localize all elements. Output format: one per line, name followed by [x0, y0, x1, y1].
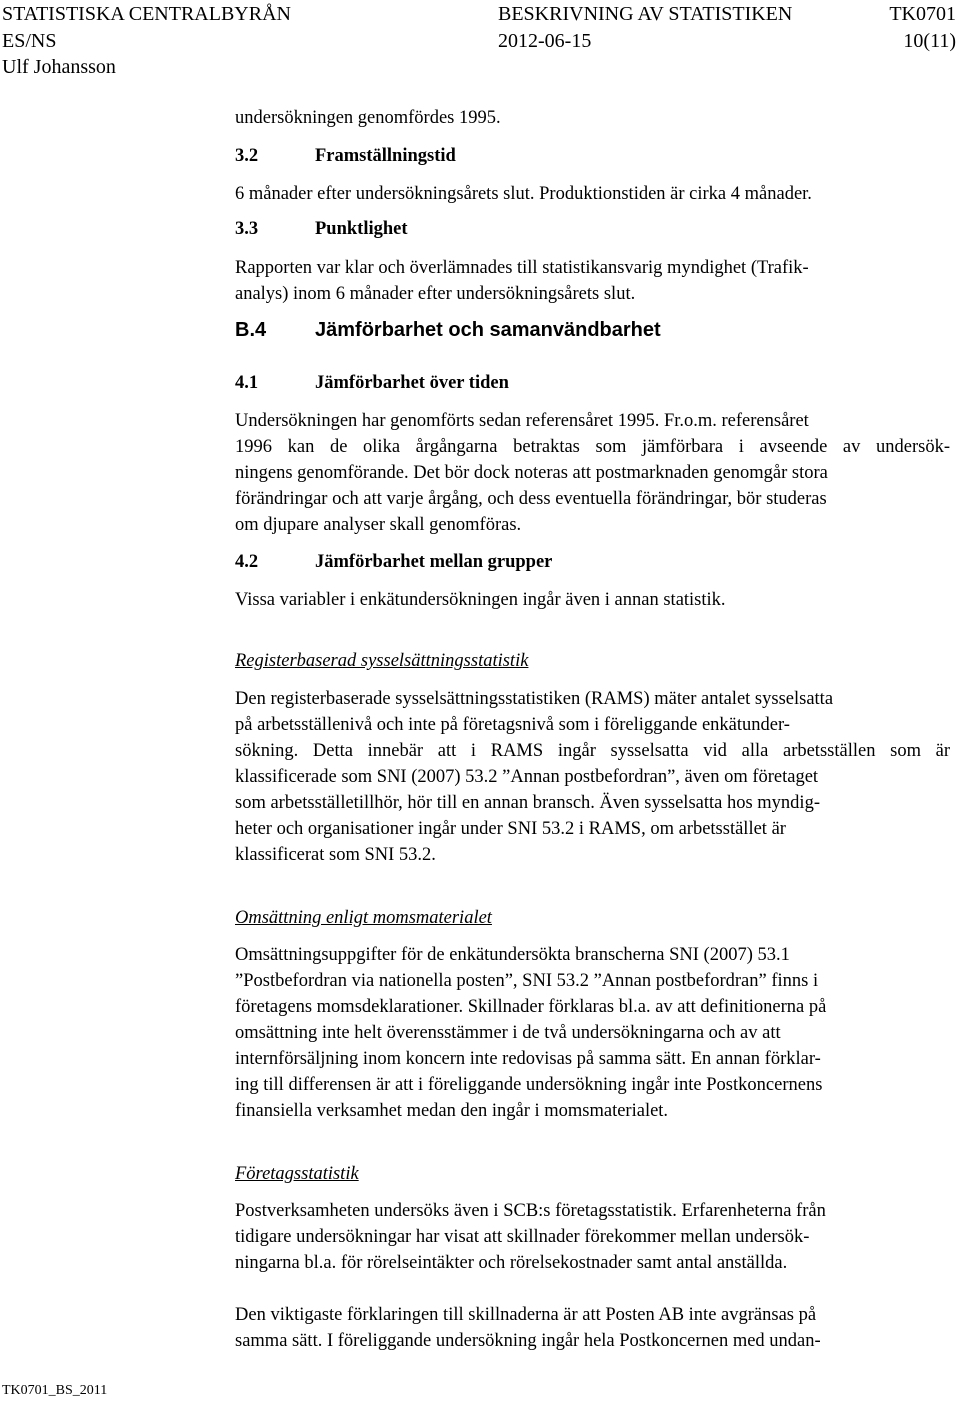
foretag-heading: Företagsstatistik	[235, 1164, 359, 1184]
section-number: B.4	[235, 319, 267, 341]
intro-line: undersökningen genomfördes 1995.	[235, 108, 501, 128]
section-b4-heading	[235, 317, 661, 343]
section-title: Jämförbarhet mellan grupper	[315, 552, 553, 572]
paragraph-line: samma sätt. I föreliggande undersökning ingår hela Postkoncernen med undan-	[235, 1331, 821, 1351]
moms-heading: Omsättning enligt momsmaterialet	[235, 908, 492, 928]
paragraph-line: Den viktigaste förklaringen till skillnaderna är att Posten AB inte avgränsas på	[235, 1305, 817, 1325]
section-number: 4.2	[235, 552, 259, 572]
last-paragraph	[235, 1302, 950, 1354]
paragraph-line: som arbetsställetillhör, hör till en annan bransch. Även sysselsatta hos myndig-	[235, 793, 820, 813]
section-number: 3.3	[235, 219, 259, 239]
section-3-2-heading	[235, 143, 456, 169]
paragraph-line: Postverksamheten undersöks även i SCB:s företagsstatistik. Erfarenheterna från	[235, 1201, 826, 1221]
section-number: 3.2	[235, 146, 259, 166]
moms-paragraph	[235, 942, 950, 1124]
section-4-1-paragraph	[235, 408, 950, 538]
paragraph-line: Rapporten var klar och överlämnades till statistikansvarig myndighet (Trafik-	[235, 258, 809, 278]
header-org: STATISTISKA CENTRALBYRÅN	[2, 3, 291, 25]
paragraph-line: Omsättningsuppgifter för de enkätundersökta branscherna SNI (2007) 53.1	[235, 945, 790, 965]
paragraph-line: omsättning inte helt överensstämmer i de två undersökningarna och av att	[235, 1023, 781, 1043]
section-title: Punktlighet	[315, 219, 408, 239]
section-3-3-heading	[235, 216, 408, 242]
rams-heading: Registerbaserad sysselsättningsstatistik	[235, 651, 529, 671]
section-title: Jämförbarhet och samanvändbarhet	[315, 319, 661, 341]
section-4-1-heading	[235, 370, 509, 396]
section-title: Framställningstid	[315, 146, 456, 166]
section-number: 4.1	[235, 373, 259, 393]
footer-doc-id: TK0701_BS_2011	[2, 1383, 108, 1398]
paragraph-line: sökning. Detta innebär att i RAMS ingår sysselsatta vid alla arbetsställen som är	[235, 741, 950, 761]
paragraph-line: analys) inom 6 månader efter undersökningsårets slut.	[235, 284, 636, 304]
paragraph-line: Den registerbaserade sysselsättningsstatistiken (RAMS) mäter antalet sysselsatta	[235, 689, 834, 709]
header-doc-type: BESKRIVNING AV STATISTIKEN	[498, 3, 793, 25]
paragraph-line: ing till differensen är att i föreliggande undersökning ingår inte Postkoncernens	[235, 1075, 823, 1095]
section-3-2-text: 6 månader efter undersökningsårets slut. Produktionstiden är cirka 4 månader.	[235, 184, 812, 204]
header-unit: ES/NS	[2, 30, 57, 52]
paragraph-line: förändringar och att varje årgång, och dess eventuella förändringar, bör studeras	[235, 489, 827, 509]
section-3-3-paragraph	[235, 255, 950, 307]
paragraph-line: 1996 kan de olika årgångarna betraktas som jämförbara i avseende av undersök-	[235, 437, 950, 457]
paragraph-line: tidigare undersökningar har visat att skillnader förekommer mellan undersök-	[235, 1227, 810, 1247]
paragraph-line: heter och organisationer ingår under SNI 53.2 i RAMS, om arbetsstället är	[235, 819, 786, 839]
paragraph-line: finansiella verksamhet medan den ingår i momsmaterialet.	[235, 1101, 669, 1121]
paragraph-line: klassificerade som SNI (2007) 53.2 ”Annan postbefordran”, även om företaget	[235, 767, 819, 787]
paragraph-line: på arbetsställenivå och inte på företagsnivå som i föreliggande enkätunder-	[235, 715, 790, 735]
rams-paragraph	[235, 686, 950, 868]
section-4-2-text: Vissa variabler i enkätundersökningen ingår även i annan statistik.	[235, 590, 726, 610]
paragraph-line: ”Postbefordran via nationella posten”, SNI 53.2 ”Annan postbefordran” finns i	[235, 971, 819, 991]
paragraph-line: företagens momsdeklarationer. Skillnader förklaras bl.a. av att definitionerna på	[235, 997, 827, 1017]
header-date: 2012-06-15	[498, 30, 592, 52]
header-page-number: 10(11)	[903, 30, 956, 52]
paragraph-line: klassificerat som SNI 53.2.	[235, 845, 436, 865]
header-code: TK0701	[889, 3, 956, 25]
section-title: Jämförbarhet över tiden	[315, 373, 509, 393]
foretag-paragraph	[235, 1198, 950, 1276]
section-4-2-heading	[235, 549, 552, 575]
paragraph-line: ningens genomförande. Det bör dock noteras att postmarknaden genomgår stora	[235, 463, 828, 483]
header-author: Ulf Johansson	[2, 56, 116, 78]
paragraph-line: ningarna bl.a. för rörelseintäkter och rörelsekostnader samt antal anställda.	[235, 1253, 788, 1273]
paragraph-line: Undersökningen har genomförts sedan referensåret 1995. Fr.o.m. referensåret	[235, 411, 809, 431]
paragraph-line: internförsäljning inom koncern inte redovisas på samma sätt. En annan förklar-	[235, 1049, 821, 1069]
paragraph-line: om djupare analyser skall genomföras.	[235, 515, 522, 535]
